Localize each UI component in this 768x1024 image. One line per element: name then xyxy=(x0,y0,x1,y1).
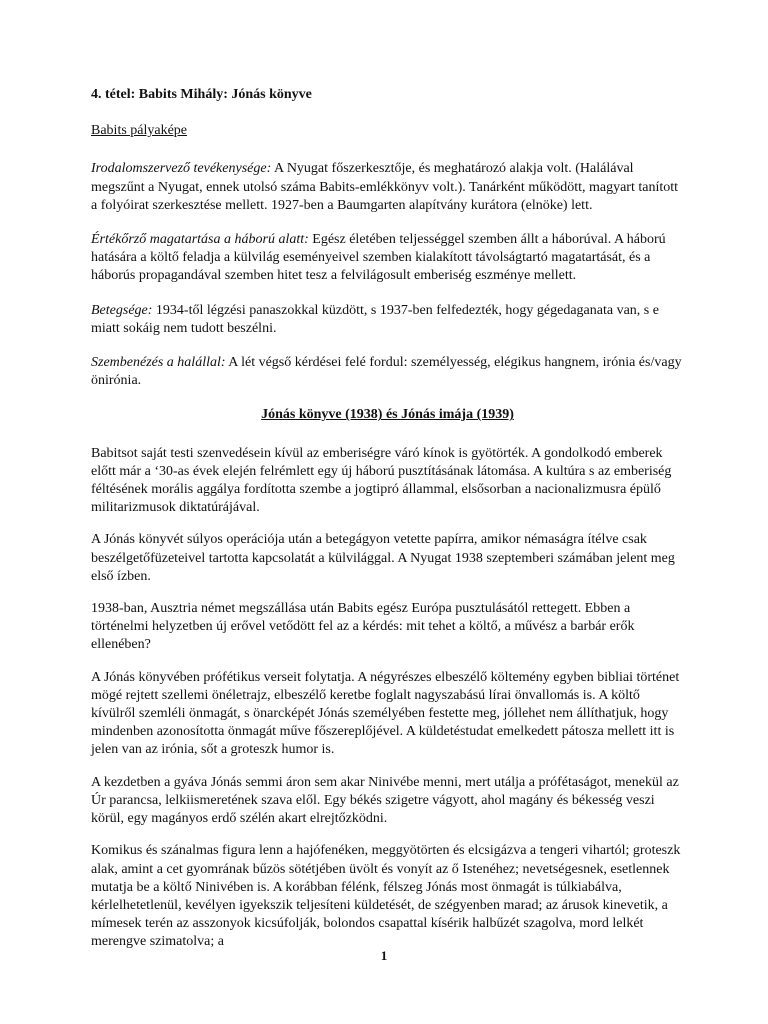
page-number: 1 xyxy=(380,948,388,963)
section-heading: Babits pályaképe xyxy=(91,123,188,139)
subheading: Jónás könyve (1938) és Jónás imája (1939) xyxy=(261,407,514,423)
entry-illness xyxy=(91,302,684,338)
entry-text: Egész életében teljességgel szemben állt a háborúval. A háború hatására a költő feladja a külvilág eseményeivel szemben kialakított távolságtartó magatartását, és a háborús propagandával szemben hitet tesz a felvilágosult emberiség eszménye mellett. xyxy=(91,232,666,284)
body-paragraph: 1938-ban, Ausztria német megszállása után Babits egész Európa pusztulásától rettegett. Ebben a történelmi helyzetben új erővel vetődött fel az a kérdés: mit tehet a költő, a művész a barbár erők ellenében? xyxy=(91,601,635,653)
entry-term: Értékőrző magatartása a háború alatt: xyxy=(91,232,309,248)
entry-death xyxy=(91,354,684,390)
body-paragraph: A kezdetben a gyáva Jónás semmi áron sem akar Ninivébe menni, mert utálja a prófétaságot, menekül az Úr parancsa, lelkiismeretének szava elől. Egy békés szigetre vágyott, ahol magány és békesség veszi körül, egy magányos erdő szélén akart elrejtőzködni. xyxy=(91,774,679,827)
body-paragraph: A Jónás könyvét súlyos operációja után a betegágyon vetette papírra, amikor némaságra ítélve csak beszélgetőfüzeteivel tartotta kapcsolatát a külvilággal. A Nyugat 1938 szeptemberi számában jelent meg első ízben. xyxy=(91,532,675,584)
entry-wartime xyxy=(91,231,684,286)
entry-term: Betegsége: xyxy=(91,302,153,318)
entry-term: Irodalomszervező tevékenysége: xyxy=(91,161,272,177)
entry-text: 1934-től légzési panaszokkal küzdött, s 1937-ben felfedezték, hogy gégedaganata van, s e miatt sokáig nem tudott beszélni. xyxy=(91,302,659,336)
entry-organizing xyxy=(91,160,684,215)
entry-text: A Nyugat főszerkesztője, és meghatározó alakja volt. (Halálával megszűnt a Nyugat, ennek utolsó száma Babits-emlékkönyv volt.). Tanárként működött, magyart tanított a folyóirat szerkesztése mellett. 1927-ben a Baumgarten alapítvány kurátora (elnöke) lett. xyxy=(91,161,679,213)
document-title: 4. tétel: Babits Mihály: Jónás könyve xyxy=(91,87,312,102)
body-paragraph: Komikus és szánalmas figura lenn a hajófenéken, meggyötörten és elcsigázva a tengeri vihartól; groteszk alak, amint a cet gyomrának bűzös sötétjében üvölt és vonyít az ő Istenéhez; nevetségesnek, esetlennek mutatja be a költő Ninivében is. A korábban félénk, félszeg Jónás most önmagát is túlkiabálva, kérlelhetetlenül, kevélyen igyekszik teljesíteni küldetését, de szégyenben marad; az árusok kinevetik, a mímesek terén az asszonyok kicsúfolják, bolondos csapattal kísérik halbűzét szagolva, mord lelkét merengve szimatolva; a xyxy=(91,843,681,950)
body-paragraph: Babitsot saját testi szenvedésein kívül az emberiségre váró kínok is gyötörték. A gondolkodó emberek előtt már a ‘30-as évek elején felrémlett egy új háború pusztításának látomása. A kultúra s az emberiség féltésének morális aggálya fordította szembe a jogtipró állammal, elsősorban a nacionalizmusra épülő militarizmusok diktatúrájával. xyxy=(91,445,672,516)
document-page xyxy=(91,86,684,966)
entry-text: A lét végső kérdései felé fordul: személyesség, elégikus hangnem, irónia és/vagy önirónia. xyxy=(91,355,682,389)
entry-term: Szembenézés a halállal: xyxy=(91,355,226,371)
body-paragraph: A Jónás könyvében prófétikus verseit folytatja. A négyrészes elbeszélő költemény egyben bibliai történet mögé rejtett szellemi önéletrajz, elbeszélő keretbe foglalt nagyszabású lírai önvallomás is. A költő kívülről szemléli önmagát, s önarcképét Jónás személyében festette meg, jóllehet nem állíthatjuk, hogy mindenben azonosította önmagát műve főszereplőjével. A küldetéstudat emelkedett pátosza mellett itt is jelen van az irónia, sőt a groteszk humor is. xyxy=(91,669,680,758)
